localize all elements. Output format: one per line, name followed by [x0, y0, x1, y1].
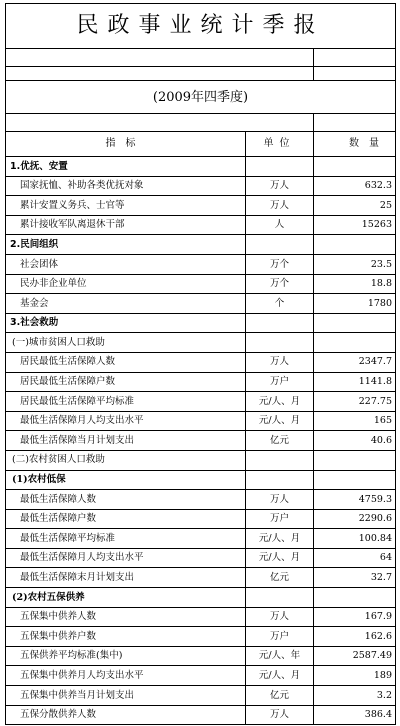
row-label: 五保供养平均标准(集中)	[6, 646, 246, 666]
row-value: 632.3	[314, 176, 396, 196]
section-row	[6, 333, 396, 353]
row-label: 3.社会救助	[6, 313, 246, 333]
table-row	[6, 411, 396, 431]
row-label: 1.优抚、安置	[6, 157, 246, 177]
row-unit: 万个	[246, 274, 314, 294]
row-unit	[246, 470, 314, 490]
row-label: 2.民间组织	[6, 235, 246, 255]
row-label: 居民最低生活保障户数	[6, 372, 246, 392]
row-label: 五保集中供养人数	[6, 607, 246, 627]
row-unit: 元/人、月	[246, 548, 314, 568]
row-unit: 万户	[246, 627, 314, 647]
row-unit: 万个	[246, 254, 314, 274]
row-label: 社会团体	[6, 254, 246, 274]
table-row	[6, 176, 396, 196]
header-quantity: 数量	[314, 132, 396, 157]
row-label: (二)农村贫困人口救助	[6, 450, 246, 470]
row-value: 2347.7	[314, 352, 396, 372]
row-value: 25	[314, 196, 396, 216]
row-value	[314, 235, 396, 255]
table-row	[6, 509, 396, 529]
table-row	[6, 274, 396, 294]
row-label: 最低生活保障月人均支出水平	[6, 411, 246, 431]
row-value: 162.6	[314, 627, 396, 647]
row-value: 165	[314, 411, 396, 431]
table-row	[6, 392, 396, 412]
row-unit	[246, 313, 314, 333]
row-value: 2290.6	[314, 509, 396, 529]
table-row	[6, 529, 396, 549]
row-value: 3.2	[314, 686, 396, 706]
table-row	[6, 646, 396, 666]
report-period: (2009年四季度)	[6, 81, 396, 114]
row-label: 居民最低生活保障人数	[6, 352, 246, 372]
row-label: 五保集中供养户数	[6, 627, 246, 647]
row-label: 基金会	[6, 294, 246, 314]
row-unit: 万户	[246, 509, 314, 529]
table-row	[6, 568, 396, 588]
row-label: 累计接收军队离退休干部	[6, 215, 246, 235]
row-value: 18.8	[314, 274, 396, 294]
table-row	[6, 372, 396, 392]
row-value	[314, 450, 396, 470]
row-label: 五保集中供养月人均支出水平	[6, 666, 246, 686]
row-label: 最低生活保障平均标准	[6, 529, 246, 549]
row-value: 2587.49	[314, 646, 396, 666]
row-label: 国家抚恤、补助各类优抚对象	[6, 176, 246, 196]
row-value	[314, 470, 396, 490]
row-unit: 万人	[246, 607, 314, 627]
row-label: 累计安置义务兵、士官等	[6, 196, 246, 216]
column-header-row	[6, 132, 396, 157]
row-label: (2)农村五保供养	[6, 588, 246, 608]
row-unit	[246, 235, 314, 255]
row-label: 五保分散供养人数	[6, 705, 246, 725]
row-unit: 元/人、月	[246, 529, 314, 549]
row-value: 1780	[314, 294, 396, 314]
blank-row	[6, 114, 396, 132]
blank-row	[6, 49, 396, 67]
row-unit: 人	[246, 215, 314, 235]
blank-row	[6, 67, 396, 81]
row-value: 189	[314, 666, 396, 686]
section-row	[6, 235, 396, 255]
table-row	[6, 490, 396, 510]
row-value	[314, 157, 396, 177]
table-row	[6, 548, 396, 568]
row-unit	[246, 333, 314, 353]
row-label: 最低生活保障人数	[6, 490, 246, 510]
row-value: 100.84	[314, 529, 396, 549]
row-label: (一)城市贫困人口救助	[6, 333, 246, 353]
table-row	[6, 686, 396, 706]
row-value: 15263	[314, 215, 396, 235]
row-unit: 亿元	[246, 431, 314, 451]
row-label: 民办非企业单位	[6, 274, 246, 294]
report-title: 民政事业统计季报	[6, 4, 396, 49]
row-unit: 万人	[246, 490, 314, 510]
table-body	[6, 4, 396, 725]
row-value: 23.5	[314, 254, 396, 274]
header-indicator: 指标	[6, 132, 246, 157]
row-unit: 元/人、年	[246, 646, 314, 666]
row-label: 最低生活保障月人均支出水平	[6, 548, 246, 568]
row-label: 最低生活保障当月计划支出	[6, 431, 246, 451]
row-value: 167.9	[314, 607, 396, 627]
row-unit: 亿元	[246, 686, 314, 706]
row-unit: 万人	[246, 705, 314, 725]
row-value: 64	[314, 548, 396, 568]
row-unit: 万人	[246, 352, 314, 372]
section-row	[6, 157, 396, 177]
table-row	[6, 431, 396, 451]
row-unit: 万户	[246, 372, 314, 392]
row-unit: 亿元	[246, 568, 314, 588]
section-row	[6, 313, 396, 333]
section-row	[6, 588, 396, 608]
header-unit: 单位	[246, 132, 314, 157]
row-unit: 元/人、月	[246, 392, 314, 412]
table-row	[6, 607, 396, 627]
row-unit: 元/人、月	[246, 411, 314, 431]
row-value	[314, 313, 396, 333]
row-label: 最低生活保障户数	[6, 509, 246, 529]
table-row	[6, 666, 396, 686]
title-row	[6, 4, 396, 49]
row-value: 227.75	[314, 392, 396, 412]
table-row	[6, 352, 396, 372]
section-row	[6, 450, 396, 470]
period-row	[6, 81, 396, 114]
table-row	[6, 254, 396, 274]
row-unit: 万人	[246, 176, 314, 196]
row-unit	[246, 157, 314, 177]
table-row	[6, 627, 396, 647]
row-unit: 万人	[246, 196, 314, 216]
row-value: 1141.8	[314, 372, 396, 392]
row-value: 40.6	[314, 431, 396, 451]
row-value	[314, 588, 396, 608]
table-row	[6, 705, 396, 725]
row-value	[314, 333, 396, 353]
row-unit	[246, 450, 314, 470]
row-unit: 元/人、月	[246, 666, 314, 686]
statistics-table	[5, 3, 396, 725]
row-value: 386.4	[314, 705, 396, 725]
row-unit: 个	[246, 294, 314, 314]
table-row	[6, 294, 396, 314]
section-row	[6, 470, 396, 490]
row-label: 居民最低生活保障平均标准	[6, 392, 246, 412]
row-value: 4759.3	[314, 490, 396, 510]
statistics-sheet	[5, 3, 395, 725]
row-label: 五保集中供养当月计划支出	[6, 686, 246, 706]
row-value: 32.7	[314, 568, 396, 588]
row-unit	[246, 588, 314, 608]
row-label: 最低生活保障末月计划支出	[6, 568, 246, 588]
table-row	[6, 196, 396, 216]
table-row	[6, 215, 396, 235]
row-label: (1)农村低保	[6, 470, 246, 490]
